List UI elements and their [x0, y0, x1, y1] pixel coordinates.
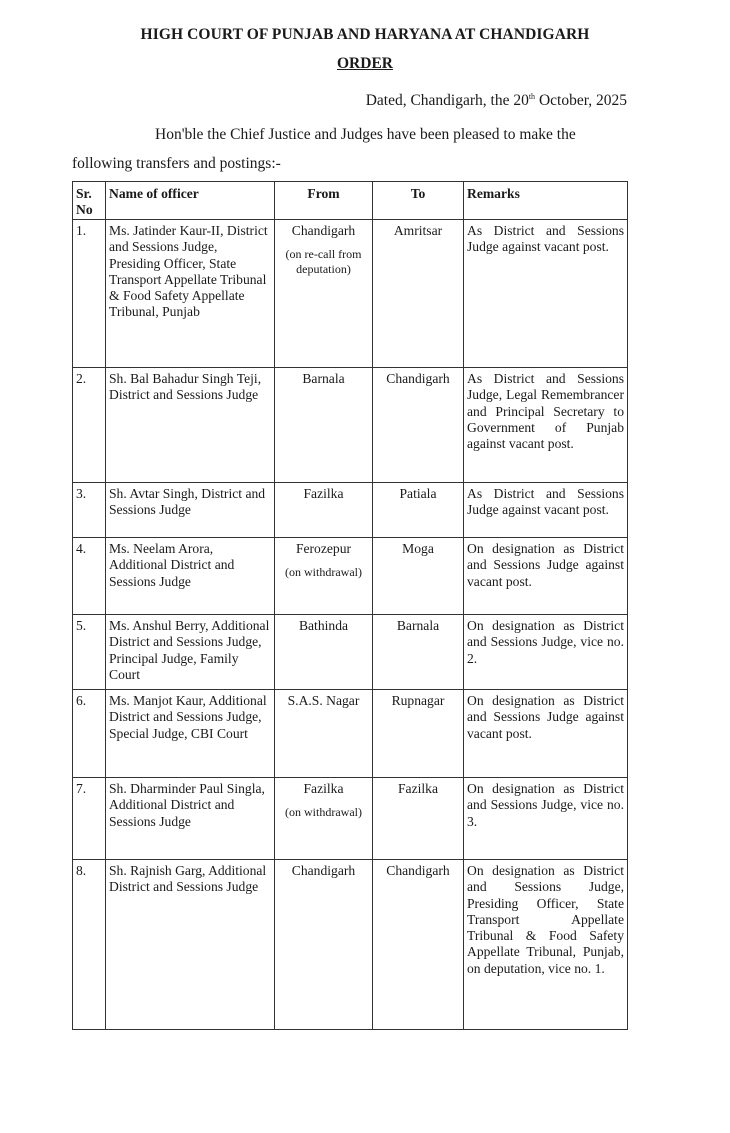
table-row — [73, 220, 628, 368]
cell-sr-no: 8. — [73, 860, 106, 1030]
from-note: (on re-call from deputation) — [285, 247, 362, 277]
intro-line-2: following transfers and postings:- — [72, 155, 281, 172]
cell-to: Rupnagar — [373, 690, 464, 778]
cell-from — [275, 538, 373, 615]
from-place: Ferozepur — [295, 541, 352, 556]
cell-from — [275, 690, 373, 778]
cell-remarks: On designation as District and Sessions Judge against vacant post. — [464, 690, 628, 778]
order-heading — [0, 55, 730, 73]
cell-sr-no: 5. — [73, 615, 106, 690]
from-place: Chandigarh — [291, 223, 356, 238]
cell-name: Sh. Dharminder Paul Singla, Additional District and Sessions Judge — [106, 778, 275, 860]
cell-sr-no: 1. — [73, 220, 106, 368]
cell-from — [275, 483, 373, 538]
cell-remarks: On designation as District and Sessions Judge, vice no. 3. — [464, 778, 628, 860]
cell-sr-no: 3. — [73, 483, 106, 538]
court-title: HIGH COURT OF PUNJAB AND HARYANA AT CHANDIGARH — [140, 26, 590, 43]
table-row — [73, 483, 628, 538]
cell-sr-no: 6. — [73, 690, 106, 778]
from-note: (on withdrawal) — [285, 805, 362, 820]
cell-sr-no: 2. — [73, 368, 106, 483]
col-sr-no: Sr. No — [73, 182, 106, 220]
from-note: (on withdrawal) — [285, 565, 362, 580]
cell-to: Patiala — [373, 483, 464, 538]
cell-name: Sh. Bal Bahadur Singh Teji, District and Sessions Judge — [106, 368, 275, 483]
from-place: Barnala — [302, 371, 345, 386]
cell-to: Barnala — [373, 615, 464, 690]
from-place: Fazilka — [303, 486, 344, 501]
cell-name: Sh. Avtar Singh, District and Sessions Judge — [106, 483, 275, 538]
cell-to: Chandigarh — [373, 368, 464, 483]
date-suffix: October, 2025 — [535, 92, 627, 110]
cell-remarks: As District and Sessions Judge against vacant post. — [464, 220, 628, 368]
cell-remarks: On designation as District and Sessions Judge, vice no. 2. — [464, 615, 628, 690]
table-row — [73, 778, 628, 860]
col-remarks: Remarks — [464, 182, 628, 220]
table-header-row — [73, 182, 628, 220]
transfers-table — [72, 181, 628, 1030]
col-name: Name of officer — [106, 182, 275, 220]
from-place: S.A.S. Nagar — [287, 693, 360, 708]
order-heading-text: ORDER — [337, 55, 393, 72]
date-prefix: Dated, Chandigarh, the 20 — [365, 92, 529, 110]
cell-from — [275, 368, 373, 483]
cell-from — [275, 778, 373, 860]
cell-name: Ms. Anshul Berry, Additional District and Sessions Judge, Principal Judge, Family Court — [106, 615, 275, 690]
table-row — [73, 860, 628, 1030]
cell-remarks: On designation as District and Sessions Judge, Presiding Officer, State Transport Appellate Tribunal & Food Safety Appellate Tribunal, Punjab, on deputation, vice no. 1. — [464, 860, 628, 1030]
table-row — [73, 538, 628, 615]
col-to: To — [373, 182, 464, 220]
cell-sr-no: 7. — [73, 778, 106, 860]
order-date — [366, 92, 627, 110]
cell-from — [275, 860, 373, 1030]
col-from: From — [275, 182, 373, 220]
cell-name: Sh. Rajnish Garg, Additional District and Sessions Judge — [106, 860, 275, 1030]
intro-line-1: Hon'ble the Chief Justice and Judges have been pleased to make the — [155, 126, 576, 143]
cell-to: Moga — [373, 538, 464, 615]
cell-to: Fazilka — [373, 778, 464, 860]
table-row — [73, 690, 628, 778]
cell-from — [275, 615, 373, 690]
from-place: Fazilka — [303, 781, 344, 796]
table-row — [73, 368, 628, 483]
from-place: Bathinda — [298, 618, 349, 633]
table-row — [73, 615, 628, 690]
cell-name: Ms. Jatinder Kaur-II, District and Sessions Judge, Presiding Officer, State Transport Appellate Tribunal & Food Safety Appellate Tribunal, Punjab — [106, 220, 275, 368]
date-superscript: th — [528, 92, 536, 101]
cell-name: Ms. Manjot Kaur, Additional District and Sessions Judge, Special Judge, CBI Court — [106, 690, 275, 778]
cell-sr-no: 4. — [73, 538, 106, 615]
cell-to: Amritsar — [373, 220, 464, 368]
cell-name: Ms. Neelam Arora, Additional District and Sessions Judge — [106, 538, 275, 615]
from-place: Chandigarh — [291, 863, 356, 878]
cell-remarks: As District and Sessions Judge, Legal Remembrancer and Principal Secretary to Government of Punjab against vacant post. — [464, 368, 628, 483]
cell-remarks: On designation as District and Sessions Judge against vacant post. — [464, 538, 628, 615]
cell-from — [275, 220, 373, 368]
cell-to: Chandigarh — [373, 860, 464, 1030]
cell-remarks: As District and Sessions Judge against vacant post. — [464, 483, 628, 538]
